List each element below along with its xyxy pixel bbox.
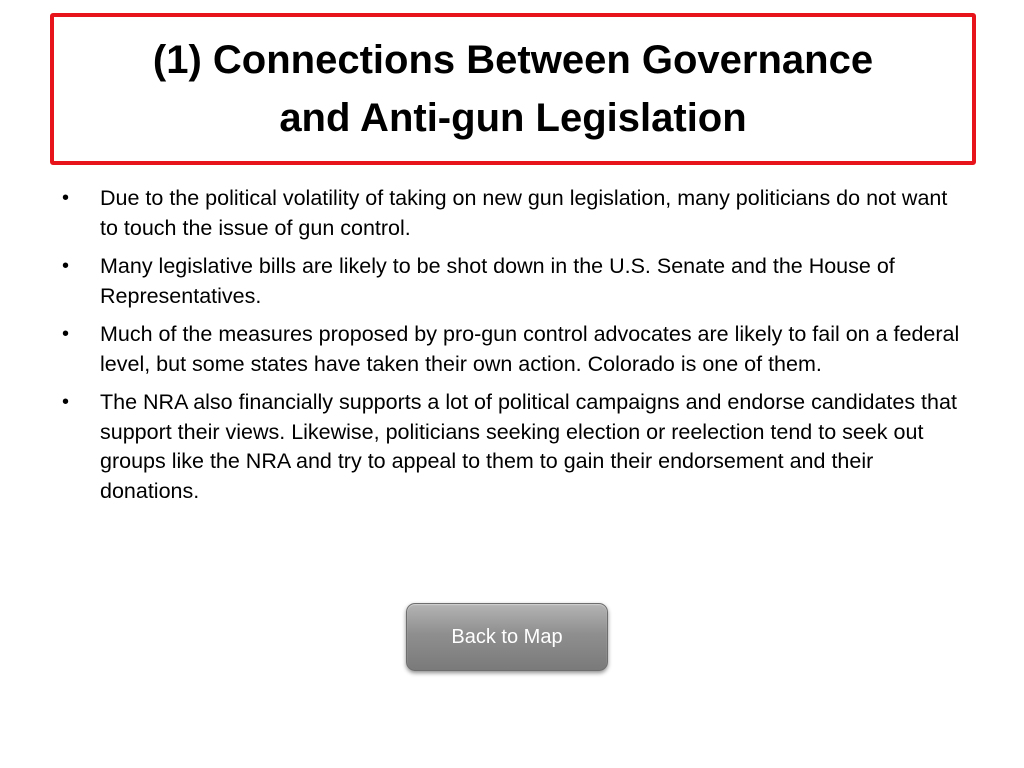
bullet-text: The NRA also financially supports a lot of political campaigns and endorse candidates that support their views. Likewise, politicians seeking election or reelection tend to seek out groups like the NRA and try to appeal to them to gain their endorsement and their donations. xyxy=(100,390,957,503)
slide-title xyxy=(153,31,873,147)
back-to-map-button[interactable]: Back to Map xyxy=(406,603,608,671)
bullet-dot: • xyxy=(62,255,70,277)
bullet-text: Much of the measures proposed by pro-gun control advocates are likely to fail on a federal level, but some states have taken their own action. Colorado is one of them. xyxy=(100,322,960,376)
bullet-dot: • xyxy=(62,187,70,209)
bullet-item xyxy=(60,388,970,506)
bullet-dot: • xyxy=(62,323,70,345)
bullet-list xyxy=(60,184,970,515)
bullet-text: Due to the political volatility of taking on new gun legislation, many politicians do not want to touch the issue of gun control. xyxy=(100,186,948,240)
slide-title-line-2: and Anti-gun Legislation xyxy=(279,96,747,140)
bullet-dot: • xyxy=(62,391,70,413)
bullet-item xyxy=(60,320,970,379)
slide-title-line-1: (1) Connections Between Governance xyxy=(152,38,874,82)
bullet-text: Many legislative bills are likely to be shot down in the U.S. Senate and the House of Representatives. xyxy=(100,254,895,308)
bullet-item xyxy=(60,184,970,243)
bullet-item xyxy=(60,252,970,311)
title-box xyxy=(50,13,976,165)
